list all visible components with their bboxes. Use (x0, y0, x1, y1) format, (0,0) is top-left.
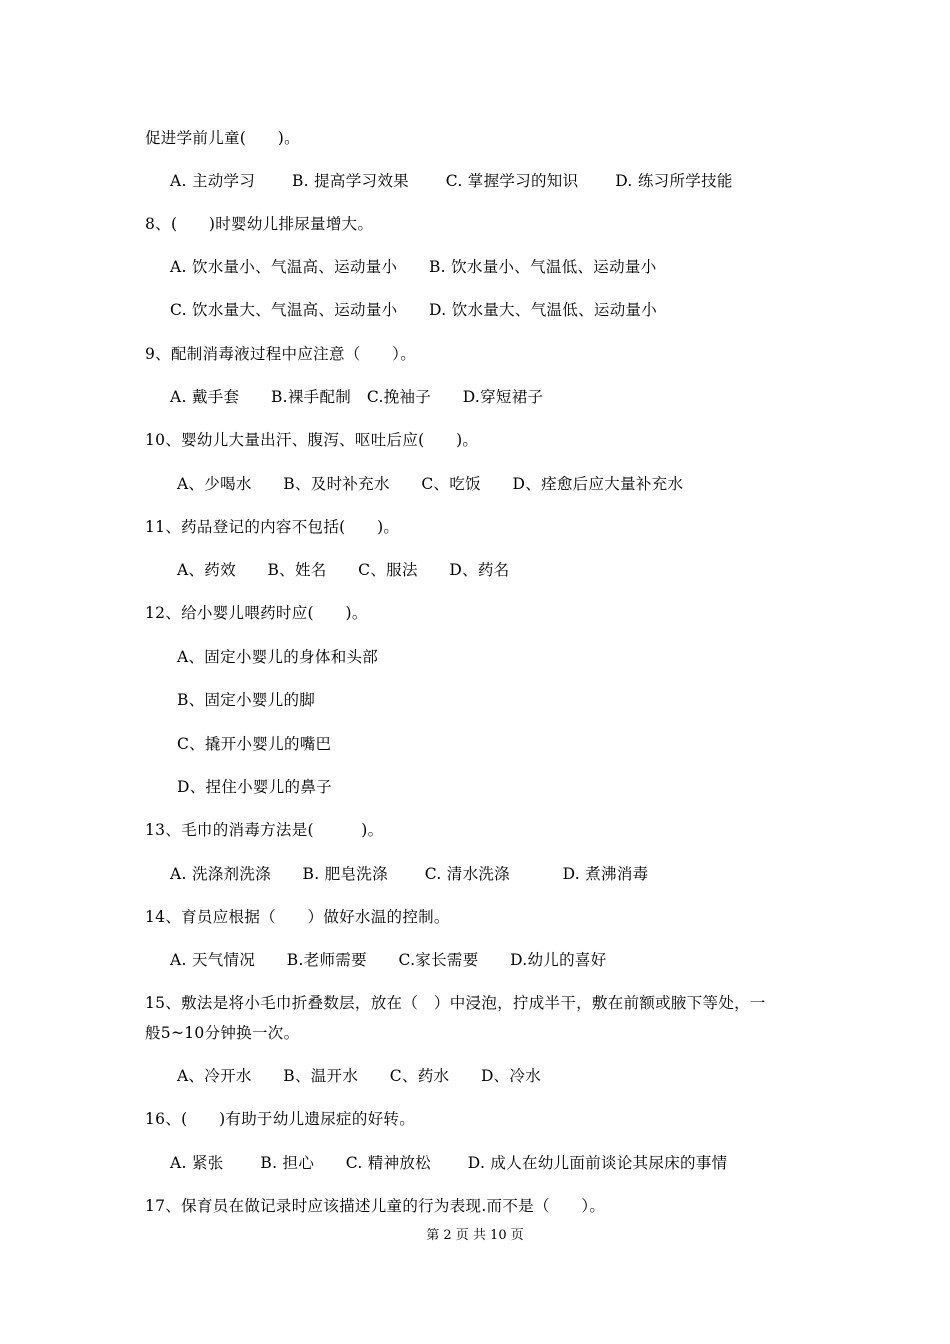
page-number-footer: 第 2 页 共 10 页 (426, 1228, 524, 1243)
question-12-option-a: A、固定小婴儿的身体和头部 (177, 648, 379, 666)
question-9-stem: 9、配制消毒液过程中应注意（ ）。 (145, 345, 417, 363)
question-10-options: A、少喝水 B、及时补充水 C、吃饭 D、痊愈后应大量补充水 (177, 475, 684, 493)
question-14-options: A. 天气情况 B.老师需要 C.家长需要 D.幼儿的喜好 (170, 951, 607, 969)
question-7-options: A. 主动学习 B. 提高学习效果 C. 掌握学习的知识 D. 练习所学技能 (170, 172, 733, 190)
question-14-stem: 14、育员应根据（ ）做好水温的控制。 (145, 908, 450, 926)
question-12-option-c: C、撬开小婴儿的嘴巴 (177, 735, 332, 753)
question-11-options: A、药效 B、姓名 C、服法 D、药名 (177, 561, 510, 579)
question-8-options-cd: C. 饮水量大、气温高、运动量小 D. 饮水量大、气温低、运动量小 (170, 301, 658, 319)
question-11-stem: 11、药品登记的内容不包括( )。 (145, 518, 400, 536)
question-12-option-b: B、固定小婴儿的脚 (177, 691, 316, 709)
question-15-options: A、冷开水 B、温开水 C、药水 D、冷水 (177, 1067, 542, 1085)
question-8-options-ab: A. 饮水量小、气温高、运动量小 B. 饮水量小、气温低、运动量小 (170, 258, 657, 276)
question-15-stem: 15、敷法是将小毛巾折叠数层，放在（ ）中浸泡，拧成半干，敷在前额或腋下等处，一 (145, 994, 766, 1012)
question-13-stem: 13、毛巾的消毒方法是( )。 (145, 821, 384, 839)
question-8-stem: 8、( )时婴幼儿排尿量增大。 (145, 215, 374, 233)
question-17-stem: 17、保育员在做记录时应该描述儿童的行为表现.而不是（ ）。 (145, 1197, 606, 1215)
question-12-stem: 12、给小婴儿喂药时应( )。 (145, 604, 368, 622)
question-16-options: A. 紧张 B. 担心 C. 精神放松 D. 成人在幼儿面前谈论其尿床的事情 (170, 1154, 728, 1172)
question-9-options: A. 戴手套 B.裸手配制 C.挽袖子 D.穿短裙子 (170, 388, 544, 406)
question-7-stem-continued: 促进学前儿童( )。 (145, 129, 300, 147)
question-13-options: A. 洗涤剂洗涤 B. 肥皂洗涤 C. 清水洗涤 D. 煮沸消毒 (170, 865, 649, 883)
question-12-option-d: D、捏住小婴儿的鼻子 (177, 778, 332, 796)
question-10-stem: 10、婴幼儿大量出汗、腹泻、呕吐后应( )。 (145, 431, 479, 449)
question-16-stem: 16、( )有助于幼儿遗尿症的好转。 (145, 1110, 416, 1128)
question-15-stem-continued: 般5~10分钟换一次。 (145, 1024, 300, 1042)
